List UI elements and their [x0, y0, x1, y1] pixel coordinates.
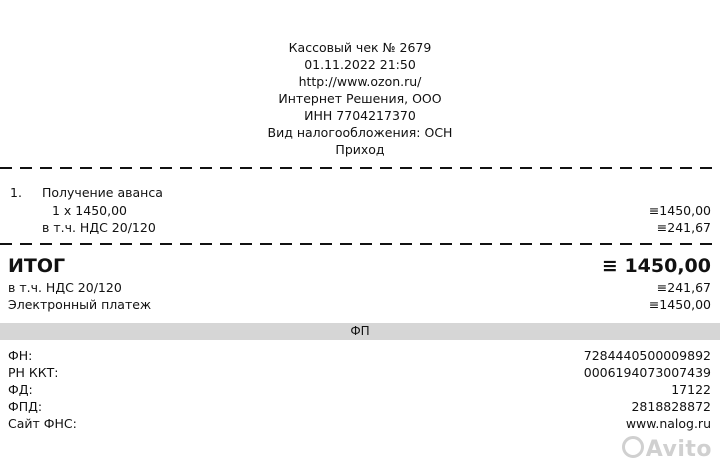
item-index: 1.	[10, 185, 22, 200]
item-amount: ≡1450,00	[648, 203, 711, 218]
receipt-title: Кассовый чек № 2679	[288, 40, 432, 55]
receipt-datetime: 01.11.2022 21:50	[304, 57, 416, 72]
avito-watermark-text: Avito	[645, 437, 712, 462]
item-qty-price: 1 x 1450,00	[52, 203, 127, 218]
total-value: ≡ 1450,00	[601, 255, 711, 277]
total-vat-label: в т.ч. НДС 20/120	[8, 280, 122, 295]
separator-top	[0, 167, 720, 169]
rn-kkt-value: 0006194073007439	[583, 365, 711, 380]
total-label: ИТОГ	[8, 255, 66, 277]
fpd-value: 2818828872	[631, 399, 711, 414]
item-vat-label: в т.ч. НДС 20/120	[42, 220, 156, 235]
payment-value: ≡1450,00	[648, 297, 711, 312]
avito-logo-icon	[622, 436, 644, 458]
fd-label: ФД:	[8, 382, 33, 397]
avito-watermark	[622, 436, 712, 462]
fns-site-label: Сайт ФНС:	[8, 416, 77, 431]
fp-section-header: ФП	[0, 323, 720, 340]
payment-label: Электронный платеж	[8, 297, 152, 312]
fns-site-value: www.nalog.ru	[625, 416, 711, 431]
fpd-label: ФПД:	[8, 399, 43, 414]
separator-middle	[0, 243, 720, 245]
fd-value: 17122	[671, 382, 711, 397]
fn-label: ФН:	[8, 348, 33, 363]
rn-kkt-label: РН ККТ:	[8, 365, 59, 380]
total-vat-value: ≡241,67	[656, 280, 711, 295]
item-name: Получение аванса	[42, 185, 163, 200]
operation-type: Приход	[335, 142, 385, 157]
tax-system: Вид налогообложения: ОСН	[267, 125, 453, 140]
seller-inn: ИНН 7704217370	[304, 108, 416, 123]
seller-website: http://www.ozon.ru/	[298, 74, 422, 89]
fn-value: 7284440500009892	[583, 348, 711, 363]
seller-company: Интернет Решения, ООО	[278, 91, 442, 106]
item-vat-amount: ≡241,67	[656, 220, 711, 235]
